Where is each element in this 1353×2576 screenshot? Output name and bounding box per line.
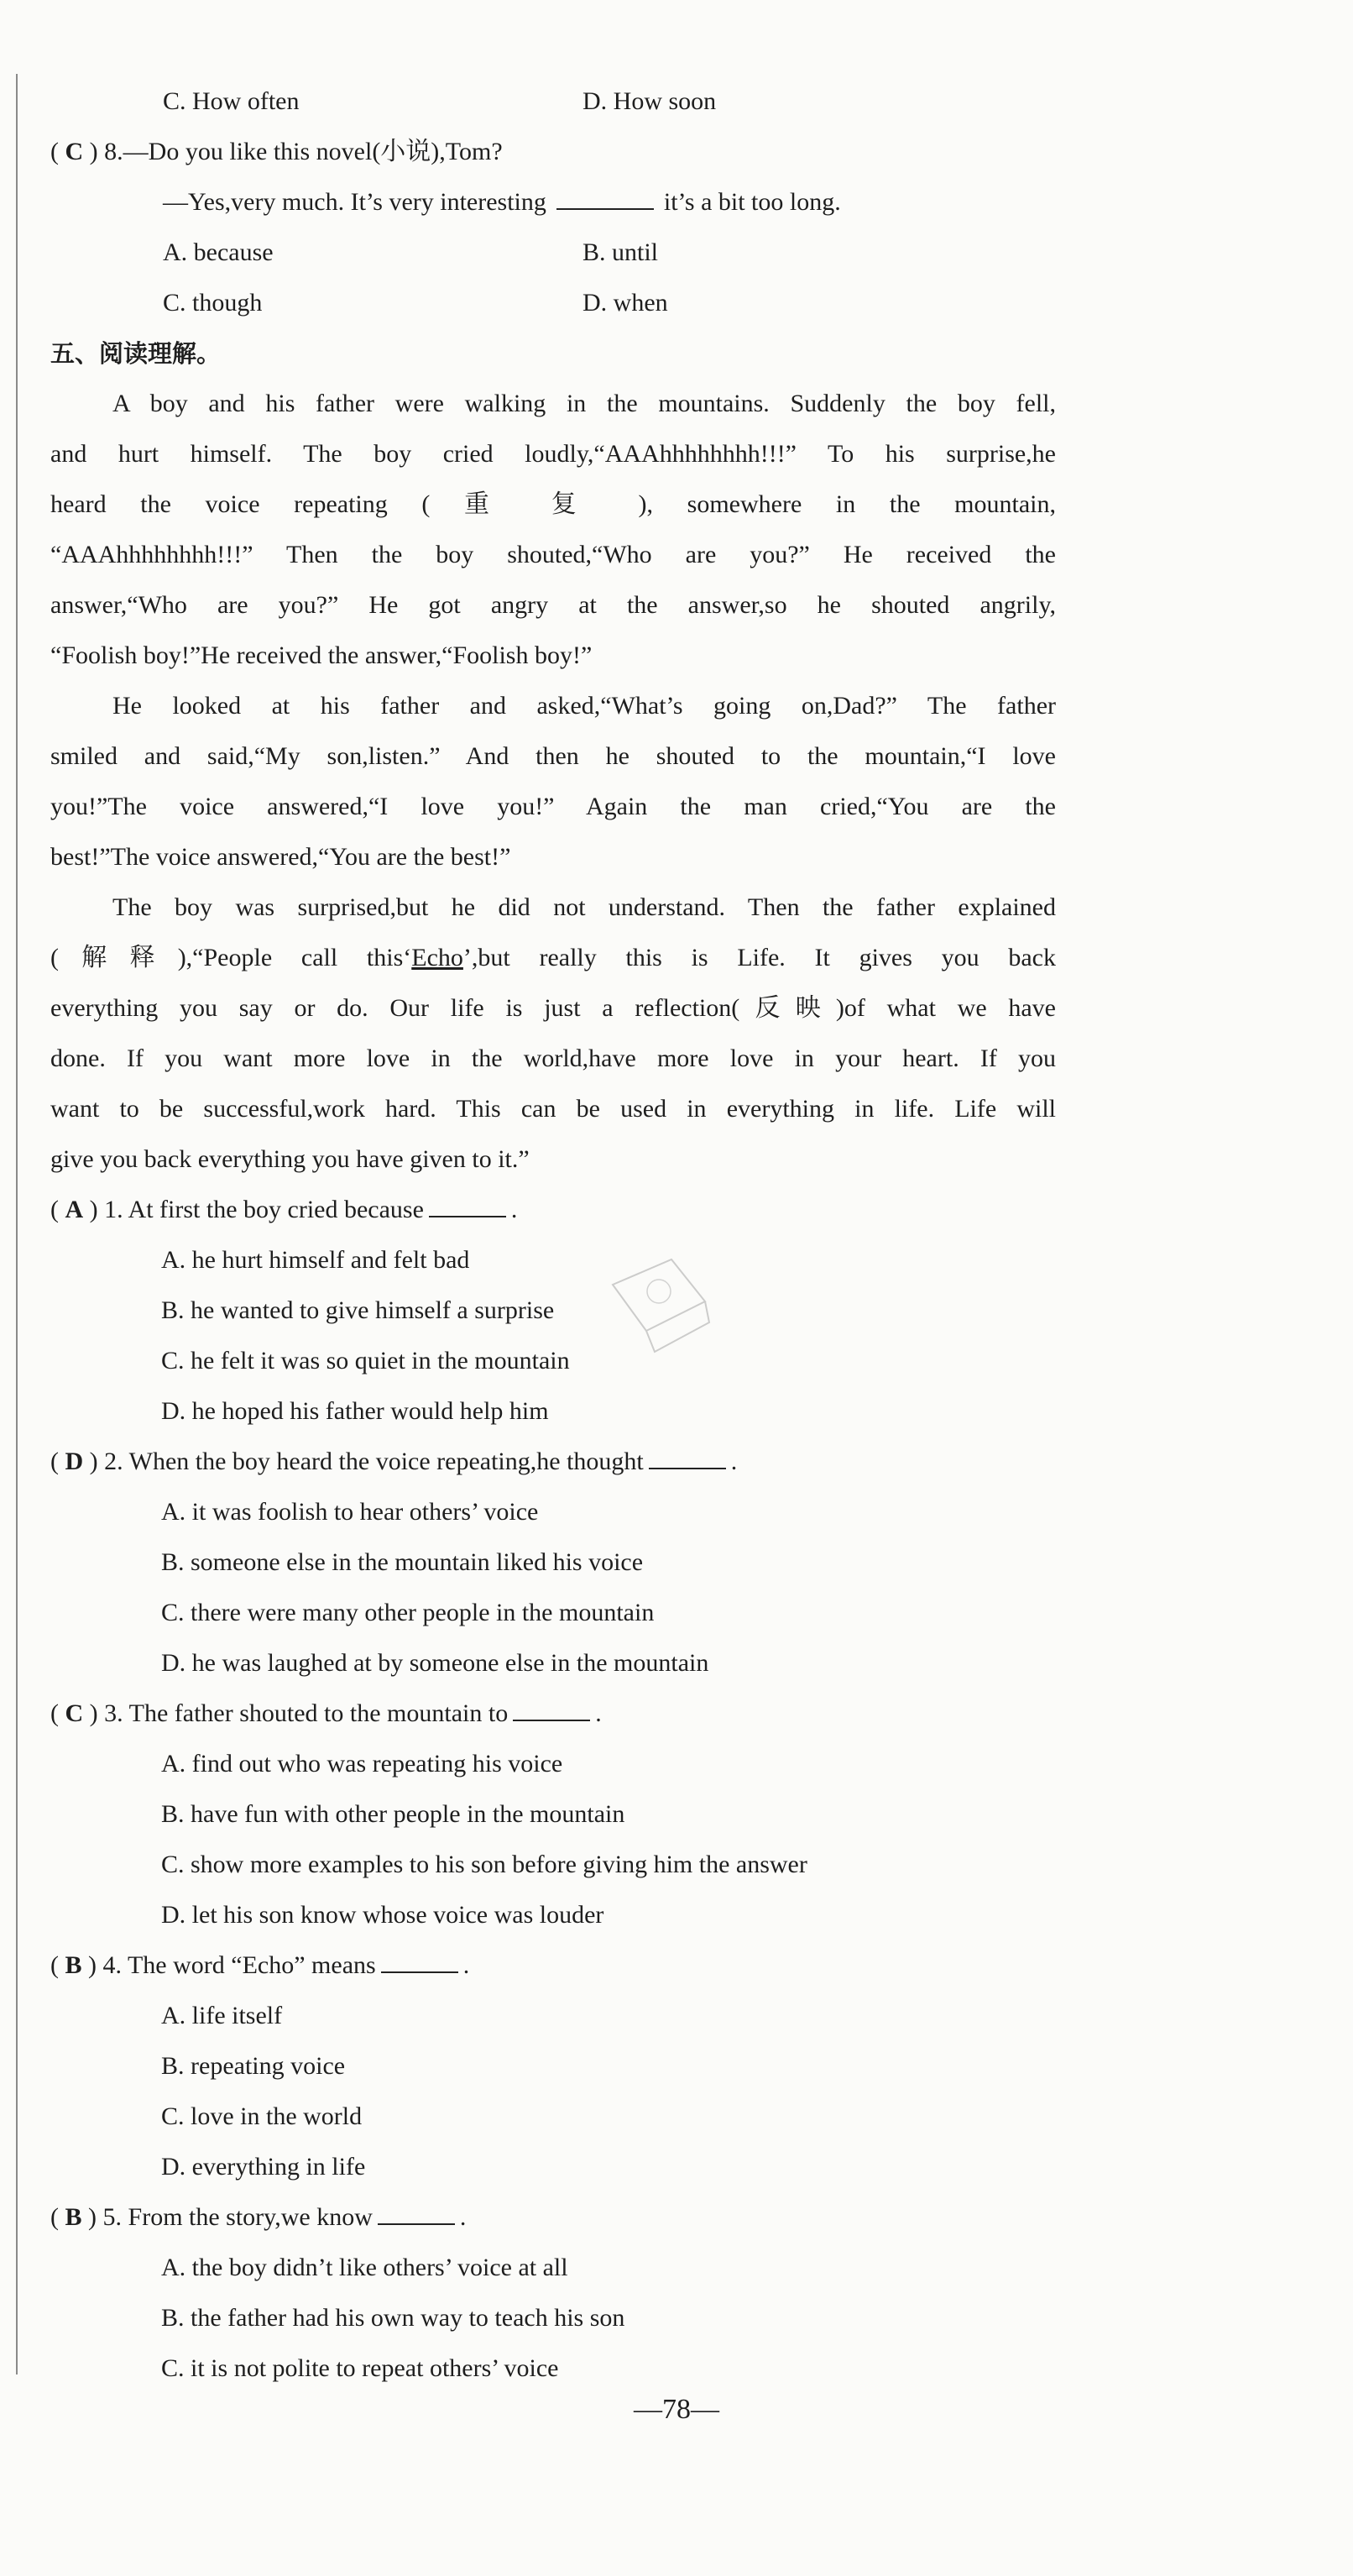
- q8-reply: [163, 186, 841, 219]
- question-2-option: B. someone else in the mountain liked his voice: [161, 1548, 644, 1576]
- question-5-option: A. the boy didn’t like others’ voice at all: [161, 2254, 568, 2281]
- q8-question: [50, 135, 503, 169]
- passage-line: and hurt himself. The boy cried loudly,“AAAhhhhhhhh!!!” To his surprise,he: [50, 440, 1056, 468]
- question-5-option: C. it is not polite to repeat others’ voice: [161, 2354, 559, 2382]
- passage-line: done. If you want more love in the world,have more love in your heart. If you: [50, 1045, 1056, 1072]
- passage-line: The boy was surprised,but he did not understand. Then the father explained: [112, 893, 1056, 921]
- question-4: ( B ) 4. The word “Echo” means .: [50, 1951, 470, 1979]
- question-3-option: C. show more examples to his son before giving him the answer: [161, 1851, 807, 1878]
- passage-line: best!”The voice answered,“You are the best!”: [50, 843, 511, 871]
- q8-reply-before: —Yes,very much. It’s very interesting: [163, 188, 546, 216]
- q8-answer: C: [65, 138, 84, 165]
- passage-line: everything you say or do. Our life is just a reflection(反映)of what we have: [50, 994, 1056, 1022]
- passage-line: “Foolish boy!”He received the answer,“Foolish boy!”: [50, 641, 593, 669]
- q8-option-a: A. because: [163, 238, 274, 266]
- stamp-icon: [596, 1251, 713, 1360]
- q8-option-c: C. though: [163, 289, 263, 317]
- question-4-answer: B: [65, 1951, 82, 1979]
- passage-line: give you back everything you have given to it.”: [50, 1145, 530, 1173]
- question-1-option: C. he felt it was so quiet in the mountain: [161, 1347, 570, 1374]
- answer-blank[interactable]: [649, 1446, 726, 1469]
- passage-line: “AAAhhhhhhhh!!!” Then the boy shouted,“Who are you?” He received the: [50, 541, 1056, 568]
- q8-option-d: D. when: [582, 289, 668, 317]
- question-3-answer: C: [65, 1699, 84, 1727]
- question-3: ( C ) 3. The father shouted to the mountain to .: [50, 1699, 602, 1727]
- answer-blank[interactable]: [378, 2202, 455, 2225]
- question-1: ( A ) 1. At first the boy cried because .: [50, 1196, 518, 1223]
- question-5-option: B. the father had his own way to teach his son: [161, 2304, 625, 2332]
- question-5-answer: B: [65, 2203, 82, 2231]
- paren-open: (: [50, 138, 65, 165]
- q8-option-b: B. until: [582, 238, 659, 266]
- question-1-answer: A: [65, 1196, 84, 1223]
- question-4-option: D. everything in life: [161, 2153, 366, 2181]
- question-1-option: A. he hurt himself and felt bad: [161, 1246, 470, 1274]
- q8-stem: —Do you like this novel(小说),Tom?: [123, 138, 503, 165]
- q8-reply-after: it’s a bit too long.: [663, 188, 841, 216]
- question-2-option: A. it was foolish to hear others’ voice: [161, 1498, 539, 1526]
- passage-line: smiled and said,“My son,listen.” And then he shouted to the mountain,“I love: [50, 742, 1056, 770]
- question-2-answer: D: [65, 1448, 84, 1475]
- question-2-option: C. there were many other people in the mountain: [161, 1599, 655, 1626]
- passage-line: want to be successful,work hard. This can be used in everything in life. Life will: [50, 1095, 1056, 1123]
- q7-option-c: C. How often: [163, 87, 300, 115]
- question-2: ( D ) 2. When the boy heard the voice repeating,he thought .: [50, 1448, 738, 1475]
- question-3-option: A. find out who was repeating his voice: [161, 1750, 563, 1778]
- question-1-option: D. he hoped his father would help him: [161, 1397, 549, 1425]
- answer-blank[interactable]: [429, 1194, 506, 1217]
- q7-option-d: D. How soon: [582, 87, 717, 115]
- answer-blank[interactable]: [513, 1698, 590, 1721]
- section-title: 五、阅读理解。: [50, 339, 222, 368]
- passage-line: heard the voice repeating ( 重 复 ), somewhere in the mountain,: [50, 490, 1056, 518]
- answer-blank[interactable]: [381, 1950, 458, 1973]
- question-4-option: A. life itself: [161, 2002, 283, 2029]
- question-number: ) 8.: [83, 138, 123, 165]
- passage-line: you!”The voice answered,“I love you!” Again the man cried,“You are the: [50, 793, 1056, 820]
- answer-blank[interactable]: [556, 186, 654, 210]
- echo-word: Echo: [411, 944, 463, 971]
- question-5: ( B ) 5. From the story,we know .: [50, 2203, 467, 2231]
- page-number: —78—: [634, 2394, 719, 2425]
- passage-line: A boy and his father were walking in the mountains. Suddenly the boy fell,: [112, 390, 1056, 417]
- question-4-option: B. repeating voice: [161, 2052, 346, 2080]
- question-3-option: D. let his son know whose voice was louder: [161, 1901, 604, 1929]
- question-4-option: C. love in the world: [161, 2102, 363, 2130]
- passage-line: He looked at his father and asked,“What’s going on,Dad?” The father: [112, 692, 1056, 720]
- passage-line-echo: (解释),“People call this‘Echo’,but really this is Life. It gives you back: [50, 944, 1056, 971]
- question-2-option: D. he was laughed at by someone else in the mountain: [161, 1649, 709, 1677]
- passage-line: answer,“Who are you?” He got angry at the answer,so he shouted angrily,: [50, 591, 1056, 619]
- question-3-option: B. have fun with other people in the mountain: [161, 1800, 625, 1828]
- question-1-option: B. he wanted to give himself a surprise: [161, 1296, 555, 1324]
